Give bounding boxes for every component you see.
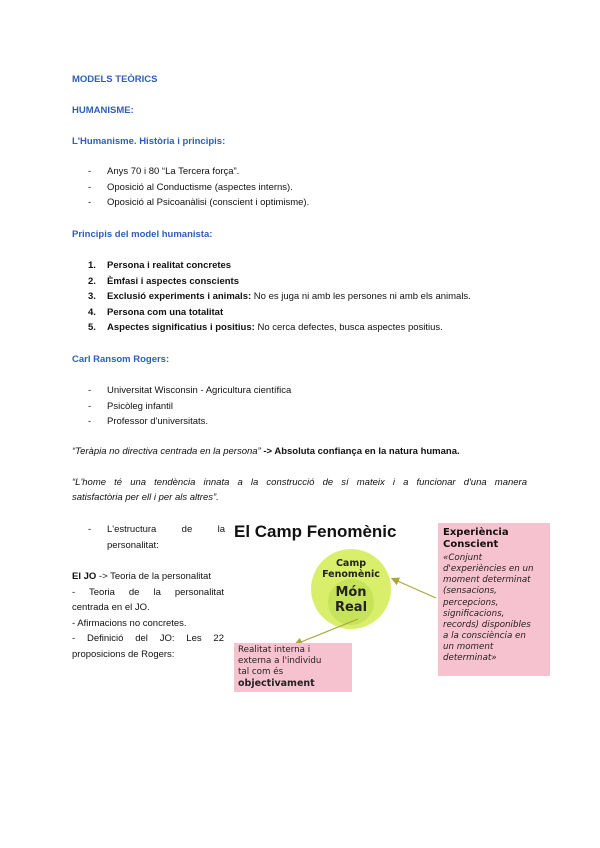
historia-list	[88, 166, 309, 213]
list-item: 3. Exclusió experiments i animals: No es juga ni amb les persones ni amb els animals.	[88, 291, 471, 302]
diagram-title: El Camp Fenomènic	[234, 522, 397, 541]
list-item: 1. Persona i realitat concretes	[88, 260, 232, 271]
estructura-line-1: L'estructura de la	[107, 524, 225, 535]
experiencia-text: «Conjunt d'experiències en un moment determinat (sensacions, percepcions, significacions, records) disponibles a la consciència en un moment determinat»	[443, 553, 534, 664]
camp-fenomenic-label: Camp Fenomènic	[322, 558, 380, 580]
estructura-dash: -	[88, 524, 92, 535]
jo-line-1: El JO -> Teoria de la personalitat	[72, 571, 211, 582]
heading-humanisme: HUMANISME:	[72, 105, 134, 116]
list-item: - Oposició al Psicoanàlisi (conscient i optimisme).	[88, 197, 309, 213]
arrow-realitat	[296, 619, 358, 644]
heading-principis: Principis del model humanista:	[72, 229, 213, 240]
list-item: - Oposició al Conductisme (aspectes interns).	[88, 182, 309, 198]
mon-real-label: Món Real	[334, 585, 368, 615]
quote-line-2: satisfactòria per ell i per als altres”.	[72, 492, 219, 503]
jo-line-5: - Definició del JO: Les 22	[72, 633, 224, 644]
list-item: - Anys 70 i 80 “La Tercera força”.	[88, 166, 309, 182]
experiencia-conscient-box: Experiència Conscient «Conjunt d'experiències en un moment determinat (sensacions, percepcions, significacions, records) disponibles a la consciència en un moment determinat»	[438, 523, 550, 676]
arrow-experiencia	[393, 579, 436, 598]
title-models-teorics: MODELS TEÒRICS	[72, 74, 158, 85]
jo-line-3: centrada en el JO.	[72, 602, 150, 613]
quote-line-1: “L'home té una tendència innata a la construcció de sí mateix i a funcionar d'una manera	[72, 477, 527, 488]
estructura-line-2: personalitat:	[107, 540, 159, 551]
list-item: 4. Persona com una totalitat	[88, 306, 224, 318]
principis-list	[88, 260, 471, 338]
jo-line-2: - Teoria de la personalitat	[72, 587, 224, 598]
jo-line-4: - Afirmacions no concretes.	[72, 618, 187, 629]
heading-historia: L'Humanisme. Història i principis:	[72, 136, 226, 147]
rogers-list	[88, 385, 291, 432]
list-item: - Psicòleg infantil	[88, 401, 291, 417]
heading-rogers: Carl Ransom Rogers:	[72, 354, 170, 365]
realitat-box: Realitat interna i externa a l'individu tal com és objectivament	[234, 643, 352, 692]
list-item: 2. Èmfasi i aspectes conscients	[88, 275, 240, 287]
jo-line-6: proposicions de Rogers:	[72, 649, 175, 660]
list-item: - Universitat Wisconsin - Agricultura científica	[88, 385, 291, 401]
terapia-line: “Teràpia no directiva centrada en la persona” -> Absoluta confiança en la natura humana.	[72, 446, 460, 457]
list-item: - Professor d'universitats.	[88, 416, 291, 432]
list-item: 5. Aspectes significatius i positius: No cerca defectes, busca aspectes positius.	[88, 322, 443, 333]
